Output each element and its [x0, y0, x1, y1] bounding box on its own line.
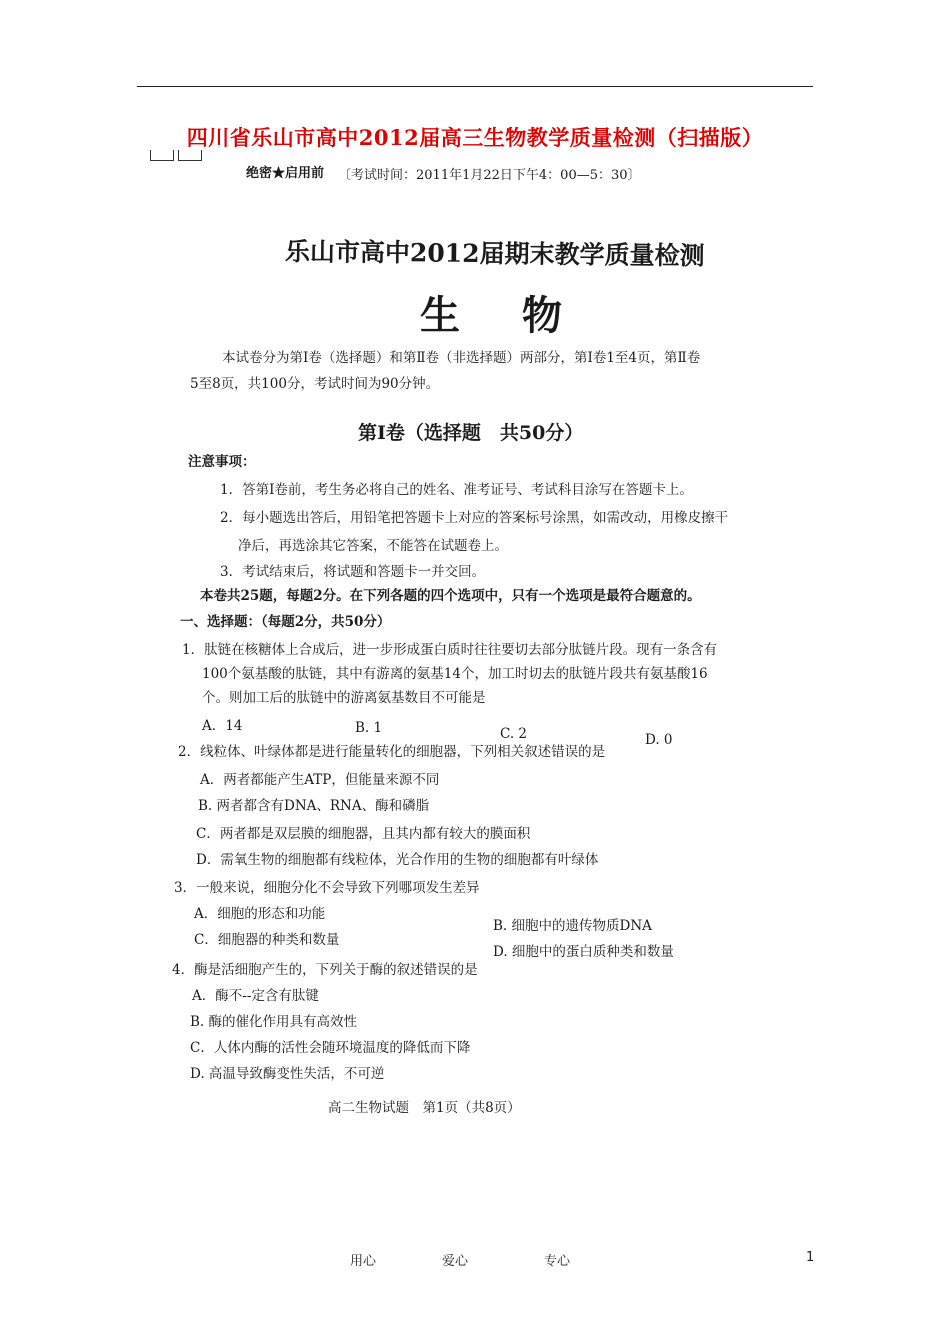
question-3-option-d: D. 细胞中的蛋白质种类和数量: [493, 944, 674, 960]
question-1-stem: 100个氨基酸的肽链，其中有游离的氨基14个，加工时切去的肽链片段共有氨基酸16: [202, 666, 708, 682]
question-1-option-b: B. 1: [355, 720, 383, 736]
notice-heading: 注意事项：: [188, 454, 256, 470]
question-1-option-d: D. 0: [645, 732, 673, 748]
footer-word-3: 专心: [544, 1254, 571, 1269]
scan-bracket-mark: [178, 150, 202, 161]
question-3-option-c: C．细胞器的种类和数量: [194, 932, 340, 948]
footer-word-1: 用心: [350, 1254, 377, 1269]
question-1-stem: 1．肽链在核糖体上合成后，进一步形成蛋白质时往往要切去部分肽链片段。现有一条含有: [182, 642, 718, 658]
document-title: 四川省乐山市高中2012届高三生物教学质量检测（扫描版）: [186, 125, 764, 150]
question-2-option-c: C．两者都是双层膜的细胞器，且其内都有较大的膜面积: [196, 826, 531, 842]
notice-item: 净后，再选涂其它答案，不能答在试题卷上。: [238, 538, 508, 554]
section-summary: 本卷共25题，每题2分。在下列各题的四个选项中，只有一个选项是最符合题意的。: [200, 588, 701, 604]
question-4-option-a: A．酶不--定含有肽键: [192, 988, 319, 1004]
scan-bracket-mark: [150, 150, 174, 161]
question-3-option-b: B. 细胞中的遗传物质DNA: [493, 918, 652, 934]
intro-line: 本试卷分为第Ⅰ卷（选择题）和第Ⅱ卷（非选择题）两部分，第Ⅰ卷1至4页，第Ⅱ卷: [222, 350, 701, 366]
question-2-option-a: A．两者都能产生ATP，但能量来源不同: [200, 772, 440, 788]
question-1-option-c: C. 2: [500, 726, 528, 742]
question-2-option-d: D．需氧生物的细胞都有线粒体，光合作用的生物的细胞都有叶绿体: [196, 852, 599, 868]
notice-item: 1．答第Ⅰ卷前，考生务必将自己的姓名、准考证号、考试科目涂写在答题卡上。: [220, 482, 693, 498]
question-4-option-c: C．人体内酶的活性会随环境温度的降低而下降: [190, 1040, 471, 1056]
question-1-stem: 个。则加工后的肽链中的游离氨基数目不可能是: [202, 690, 486, 706]
part-heading: 一、选择题：（每题2分，共50分）: [180, 614, 391, 630]
question-4-option-d: D. 高温导致酶变性失活，不可逆: [190, 1066, 385, 1082]
question-3-stem: 3．一般来说，细胞分化不会导致下列哪项发生差异: [174, 880, 480, 896]
secret-mark: 绝密★启用前: [246, 166, 325, 181]
question-2-stem: 2．线粒体、叶绿体都是进行能量转化的细胞器，下列相关叙述错误的是: [178, 744, 606, 760]
question-3-option-a: A．细胞的形态和功能: [194, 906, 326, 922]
footer-word-2: 爱心: [442, 1254, 469, 1269]
question-4-stem: 4．酶是活细胞产生的，下列关于酶的叙述错误的是: [172, 962, 478, 978]
page-number: 1: [806, 1250, 815, 1265]
exam-name: 乐山市高中2012届期末教学质量检测: [284, 237, 705, 271]
exam-time: 〔考试时间：2011年1月22日下午4：00—5：30〕: [338, 168, 641, 183]
scanned-exam-page: [150, 150, 810, 1120]
notice-item: 3．考试结束后，将试题和答题卡一并交回。: [220, 564, 486, 580]
question-2-option-b: B. 两者都含有DNA、RNA、酶和磷脂: [198, 798, 430, 814]
question-4-option-b: B. 酶的催化作用具有高效性: [190, 1014, 358, 1030]
header-rule: [137, 86, 813, 87]
section-heading: 第Ⅰ卷（选择题 共50分）: [358, 422, 584, 444]
intro-line: 5至8页，共100分，考试时间为90分钟。: [190, 376, 440, 392]
scan-page-footer: 高二生物试题 第1页（共8页）: [328, 1100, 521, 1116]
subject-title: 生物: [420, 292, 624, 339]
question-1-option-a: A．14: [202, 718, 243, 734]
notice-item: 2．每小题选出答后，用铅笔把答题卡上对应的答案标号涂黑，如需改动，用橡皮擦干: [220, 510, 729, 526]
